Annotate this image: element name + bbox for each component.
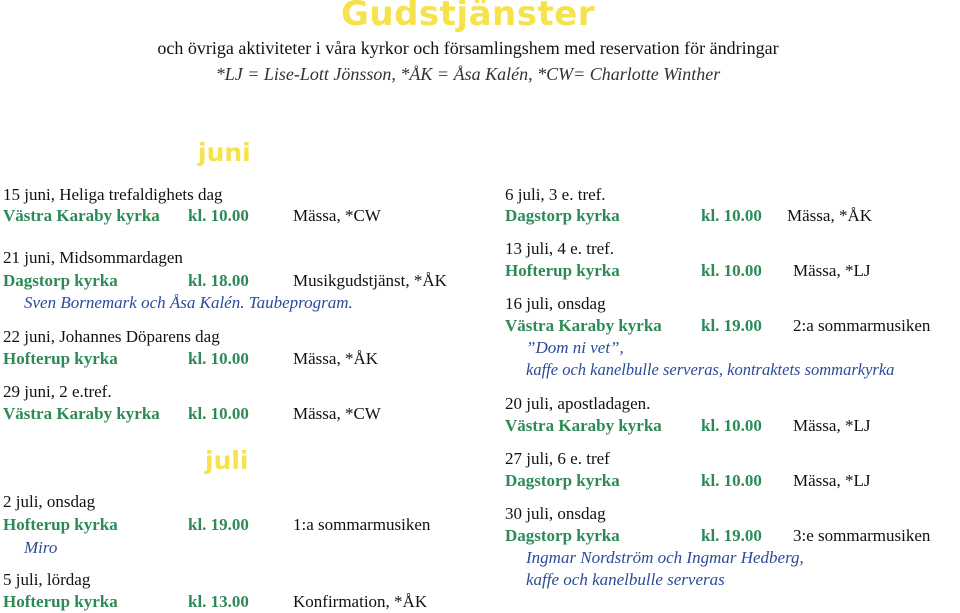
- event-time: kl. 18.00: [188, 271, 249, 290]
- month-heading-july: juli: [205, 446, 249, 475]
- church-name: Hofterup kyrka: [3, 349, 118, 368]
- page-subtitle: och övriga aktiviteter i våra kyrkor och församlingshem med reservation för ändringar: [157, 38, 779, 58]
- event-note: Miro: [24, 538, 58, 557]
- event-time: kl. 10.00: [701, 471, 762, 490]
- church-name: Västra Karaby kyrka: [505, 416, 662, 435]
- event-date: 21 juni, Midsommardagen: [3, 248, 183, 267]
- event-date: 29 juni, 2 e.tref.: [3, 382, 112, 401]
- event-time: kl. 19.00: [701, 526, 762, 545]
- event-type: 1:a sommarmusiken: [293, 515, 431, 534]
- church-name: Hofterup kyrka: [3, 515, 118, 534]
- church-name: Dagstorp kyrka: [505, 206, 620, 225]
- event-time: kl. 10.00: [188, 349, 249, 368]
- church-name: Västra Karaby kyrka: [3, 404, 160, 423]
- initials-legend: *LJ = Lise-Lott Jönsson, *ÅK = Åsa Kalén, *CW= Charlotte Winther: [215, 64, 721, 84]
- event-date: 16 juli, onsdag: [505, 294, 606, 313]
- event-row: [505, 415, 955, 436]
- event-type: Mässa, *CW: [293, 404, 381, 423]
- event-time: kl. 19.00: [701, 316, 762, 335]
- church-name: Dagstorp kyrka: [3, 271, 118, 290]
- event-type: Mässa, *LJ: [793, 471, 871, 490]
- event-date: 22 juni, Johannes Döparens dag: [3, 327, 220, 346]
- event-note: Sven Bornemark och Åsa Kalén. Taubeprogram.: [24, 293, 353, 312]
- event-time: kl. 10.00: [701, 206, 762, 225]
- event-date: 20 juli, apostladagen.: [505, 394, 651, 413]
- event-date: 27 juli, 6 e. tref: [505, 449, 610, 468]
- event-time: kl. 19.00: [188, 515, 249, 534]
- event-type: Mässa, *CW: [293, 206, 381, 225]
- event-note: ”Dom ni vet”,: [526, 338, 624, 357]
- event-row: [505, 525, 955, 546]
- event-date: 6 juli, 3 e. tref.: [505, 185, 606, 204]
- event-time: kl. 10.00: [701, 261, 762, 280]
- event-date: 13 juli, 4 e. tref.: [505, 239, 615, 258]
- church-name: Västra Karaby kyrka: [3, 206, 160, 225]
- event-type: Musikgudstjänst, *ÅK: [293, 271, 447, 290]
- event-row: [3, 591, 463, 612]
- event-time: kl. 10.00: [188, 404, 249, 423]
- month-heading-june: juni: [198, 138, 251, 167]
- church-name: Hofterup kyrka: [505, 261, 620, 280]
- event-type: Konfirmation, *ÅK: [293, 592, 428, 611]
- church-name: Dagstorp kyrka: [505, 471, 620, 490]
- church-name: Västra Karaby kyrka: [505, 316, 662, 335]
- page-title: Gudstjänster: [340, 0, 596, 34]
- event-row: [3, 205, 463, 226]
- event-row: [505, 315, 955, 336]
- event-time: kl. 10.00: [701, 416, 762, 435]
- event-type: 2:a sommarmusiken: [793, 316, 931, 335]
- event-row: [3, 270, 463, 291]
- church-name: Hofterup kyrka: [3, 592, 118, 611]
- event-row: [3, 348, 463, 369]
- event-time: kl. 13.00: [188, 592, 249, 611]
- event-type: Mässa, *ÅK: [293, 349, 378, 368]
- event-type: Mässa, *ÅK: [787, 206, 872, 225]
- event-row: [505, 470, 955, 491]
- event-row: [3, 514, 463, 535]
- event-date: 15 juni, Heliga trefaldighets dag: [3, 185, 223, 204]
- event-type: 3:e sommarmusiken: [793, 526, 931, 545]
- event-note: Ingmar Nordström och Ingmar Hedberg,: [526, 548, 804, 567]
- event-type: Mässa, *LJ: [793, 261, 871, 280]
- church-name: Dagstorp kyrka: [505, 526, 620, 545]
- event-time: kl. 10.00: [188, 206, 249, 225]
- event-date: 2 juli, onsdag: [3, 492, 96, 511]
- event-note: kaffe och kanelbulle serveras: [526, 570, 725, 589]
- event-row: [3, 403, 463, 424]
- event-date: 30 juli, onsdag: [505, 504, 606, 523]
- event-type: Mässa, *LJ: [793, 416, 871, 435]
- event-date: 5 juli, lördag: [3, 570, 91, 589]
- event-row: [505, 260, 955, 281]
- event-row: [505, 205, 955, 226]
- event-note: kaffe och kanelbulle serveras, kontraktets sommarkyrka: [526, 360, 895, 379]
